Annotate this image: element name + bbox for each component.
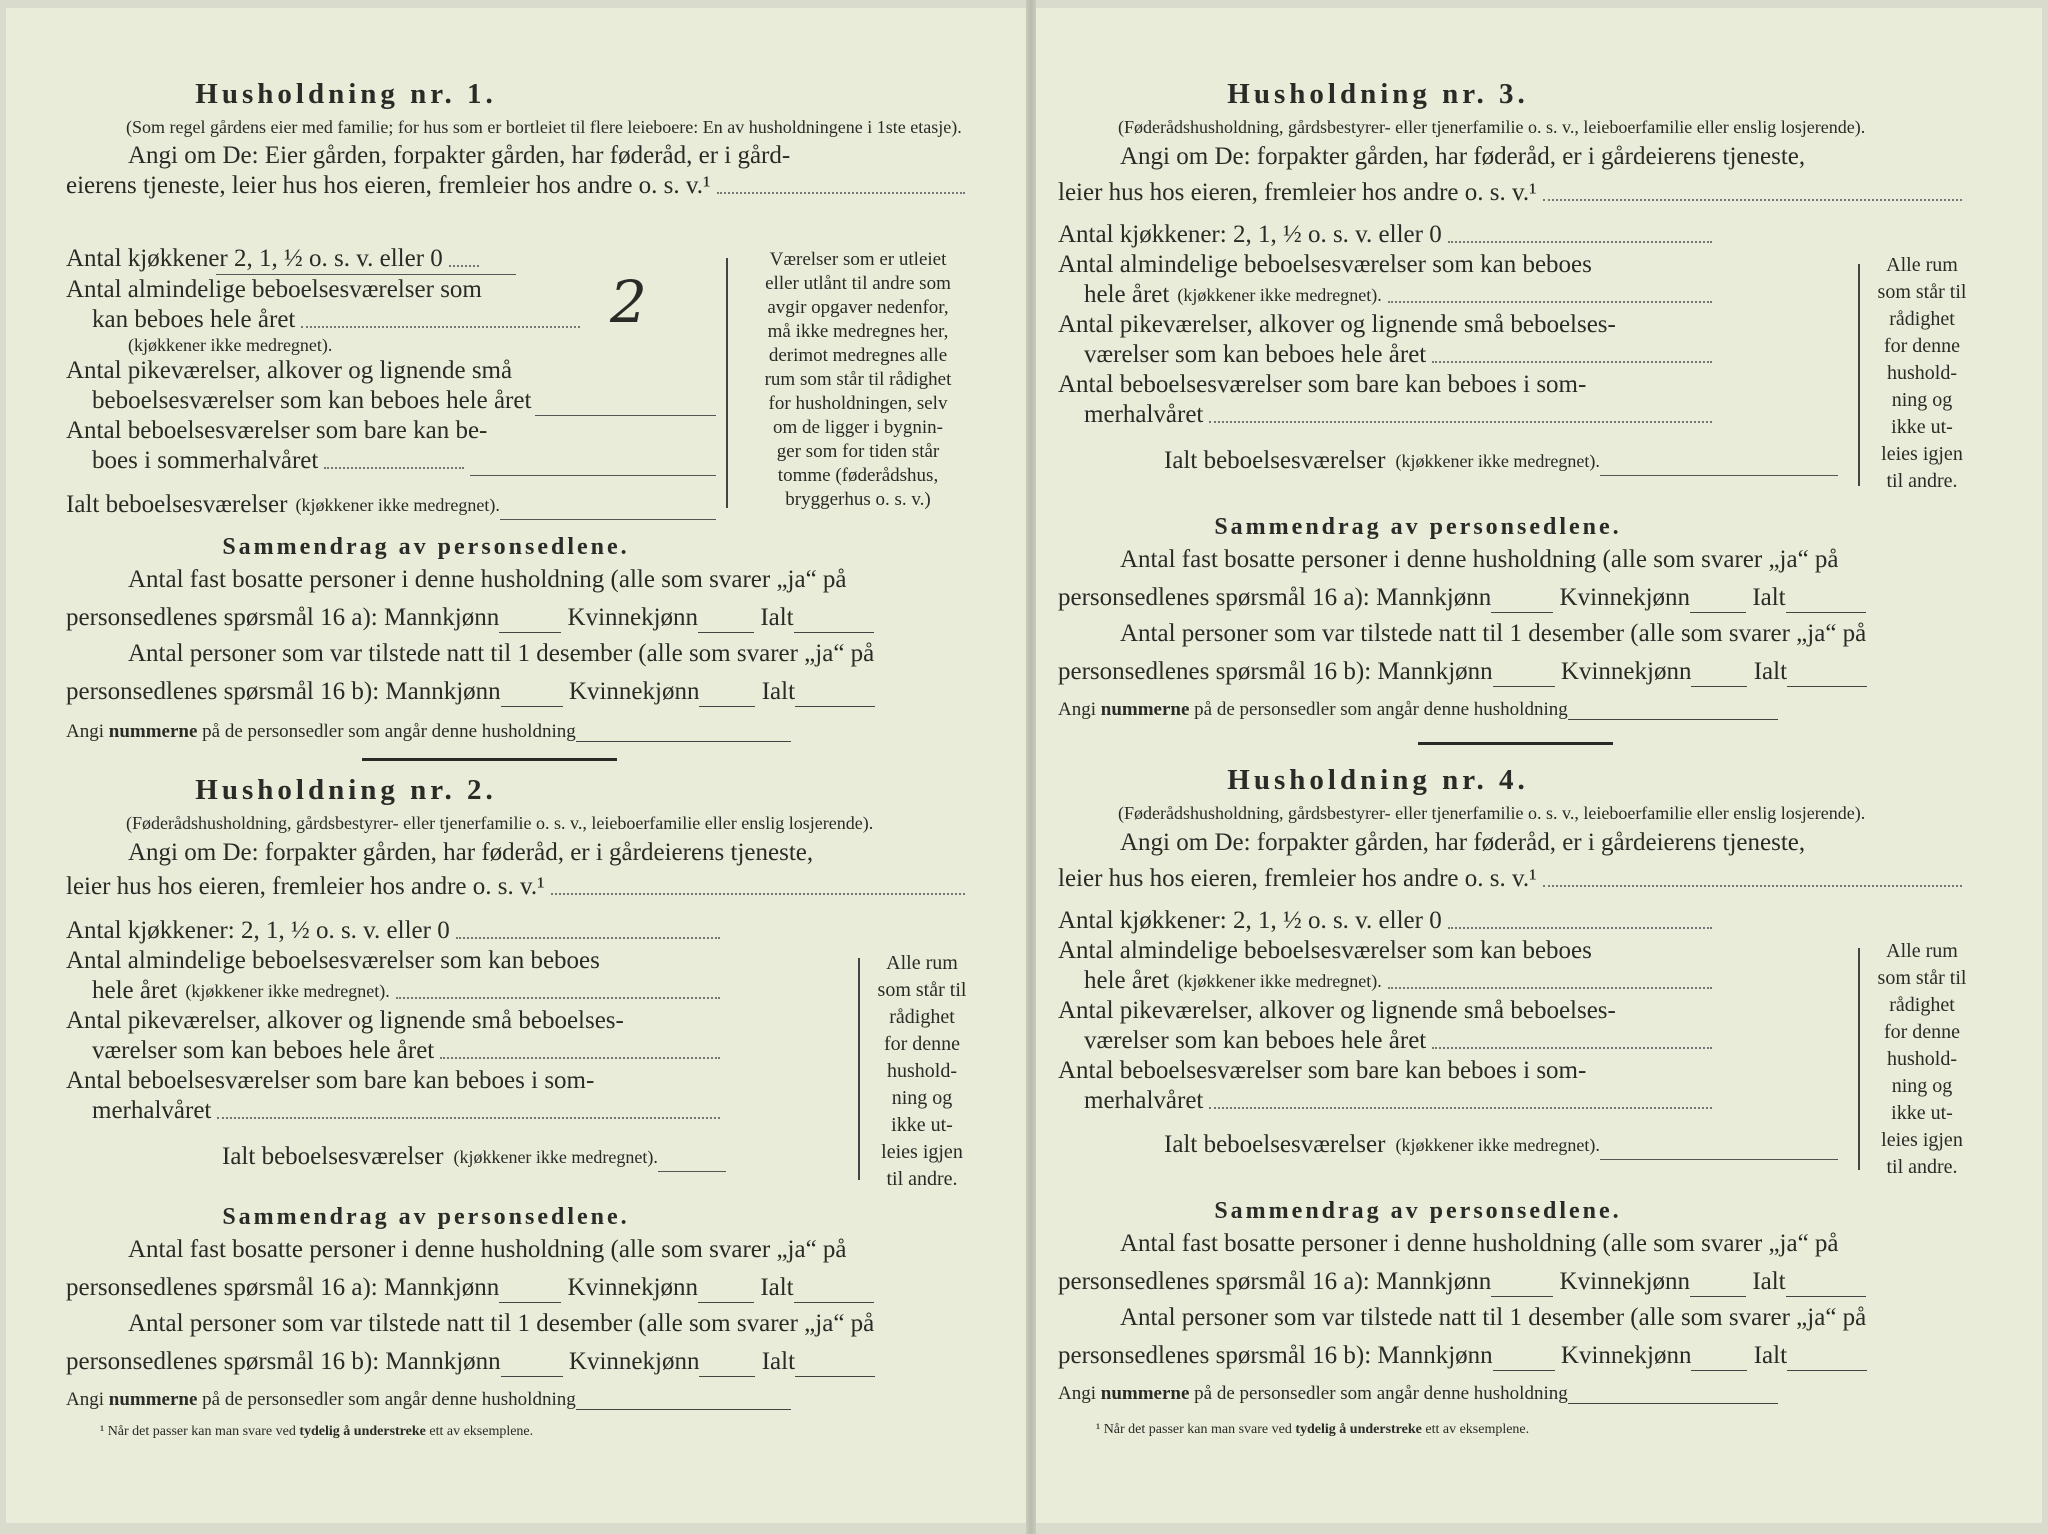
summary-fast2: personsedlenes spørsmål 16 a): Mannkjønn xyxy=(1058,584,1492,611)
household-1-pike1: Antal pikeværelser, alkover og lignende små xyxy=(66,357,513,384)
household-1-kjokken: Antal kjøkkener 2, 1, ½ o. s. v. eller 0 xyxy=(66,245,443,272)
household-4-pike1: Antal pikeværelser, alkover og lignende små beboelses- xyxy=(1058,997,1616,1024)
form-line xyxy=(1058,906,1718,936)
h3-brace-8: til andre. xyxy=(1886,470,1958,492)
h2-brace-1: som står til xyxy=(877,979,967,1001)
summary-2-tilstede1: Antal personer som var tilstede natt til 1 desember (alle som svarer „ja“ på xyxy=(128,1310,875,1337)
answer-line[interactable] xyxy=(1432,1047,1712,1049)
summary-3 xyxy=(1058,514,1978,720)
h2-brace-7: leies igjen xyxy=(881,1141,963,1163)
answer-line[interactable] xyxy=(456,937,720,939)
answer-line[interactable] xyxy=(1690,612,1746,613)
answer-line[interactable] xyxy=(1491,612,1553,613)
answer-line[interactable] xyxy=(1209,1107,1712,1109)
answer-line[interactable] xyxy=(1568,719,1778,720)
answer-line[interactable] xyxy=(324,467,464,469)
h1-brace-9: tomme (føderådshus, xyxy=(777,465,939,486)
summary-4-fast-row xyxy=(1058,1267,1978,1297)
summary-2 xyxy=(66,1204,976,1410)
footnote-bold: tydelig å understreke xyxy=(1295,1422,1422,1437)
summary-1-tilstede-row xyxy=(66,677,976,707)
separator xyxy=(362,758,617,761)
form-line xyxy=(66,446,716,476)
answer-line[interactable] xyxy=(535,415,716,416)
form-line xyxy=(66,305,586,335)
h2-brace-8: til andre. xyxy=(886,1168,958,1190)
answer-line[interactable] xyxy=(1786,1296,1866,1297)
summary-kvinne: Kvinnekjønn xyxy=(1559,584,1691,611)
answer-line[interactable] xyxy=(500,519,716,520)
summary-3-fast1: Antal fast bosatte personer i denne husholdning (alle som svarer „ja“ på xyxy=(1120,546,1839,573)
household-2-brace-note xyxy=(866,950,978,1193)
answer-line[interactable] xyxy=(396,997,720,999)
answer-line[interactable] xyxy=(717,192,965,194)
h1-brace-6: for husholdningen, selv xyxy=(768,393,948,414)
footnote-post: ett av eksemplene. xyxy=(1425,1422,1530,1437)
summary-kvinne: Kvinnekjønn xyxy=(1560,1342,1692,1369)
summary-angi_pre: Angi xyxy=(66,721,104,742)
summary-1-kvinne2: Kvinnekjønn xyxy=(568,678,700,705)
summary-angi_pre: Angi xyxy=(1058,1383,1096,1404)
summary-1-fast2: personsedlenes spørsmål 16 a): Mannkjønn xyxy=(66,604,500,631)
household-3-brace-note xyxy=(1866,252,1978,495)
summary-1-kvinne: Kvinnekjønn xyxy=(567,604,699,631)
summary-3-fast-row xyxy=(1058,583,1978,613)
household-3-alm1: Antal almindelige beboelsesværelser som kan beboes xyxy=(1058,251,1592,278)
form-line xyxy=(1058,340,1718,370)
summary-4-fast1: Antal fast bosatte personer i denne husholdning (alle som svarer „ja“ på xyxy=(1120,1230,1839,1257)
summary-2-fast-row xyxy=(66,1273,976,1303)
answer-line[interactable] xyxy=(217,1117,720,1119)
household-4-note: (Føderådshusholdning, gårdsbestyrer- eller tjenerfamilie o. s. v., leieboerfamilie eller enslig losjerende). xyxy=(1118,803,1866,823)
household-3-angi2: leier hus hos eieren, fremleier hos andre o. s. v.¹ xyxy=(1058,179,1537,206)
answer-line[interactable] xyxy=(470,475,716,476)
form-line xyxy=(66,1142,726,1172)
h1-brace-3: må ikke medregnes her, xyxy=(767,321,949,342)
h1-brace-7: om de ligger i bygnin- xyxy=(773,417,943,438)
h1-brace-8: ger som for tiden står xyxy=(776,441,940,462)
answer-line[interactable] xyxy=(501,1376,563,1377)
h3-alm2: hele året xyxy=(1084,281,1170,308)
form-line xyxy=(66,386,716,416)
household-2-pike2: værelser som kan beboes hele året xyxy=(92,1037,435,1064)
household-1-pike2: beboelsesværelser som kan beboes hele året xyxy=(92,387,532,414)
summary-angi_bold: nummerne xyxy=(1100,699,1190,720)
answer-line[interactable] xyxy=(1787,686,1867,687)
summary-angi_post: på de personsedler som angår denne husholdning xyxy=(1194,699,1568,720)
summary-tilstede2: personsedlenes spørsmål 16 b): Mannkjønn xyxy=(1058,1342,1493,1369)
h3-brace-5: ning og xyxy=(1891,389,1953,411)
h1-brace-1: eller utlånt til andre som xyxy=(765,273,951,294)
answer-line[interactable] xyxy=(1787,1370,1867,1371)
answer-line[interactable] xyxy=(1448,927,1712,929)
footnote-bold: tydelig å understreke xyxy=(299,1424,426,1439)
form-line xyxy=(1058,1130,1838,1160)
form-line xyxy=(66,1096,726,1126)
separator xyxy=(1418,742,1613,745)
footnote-left xyxy=(100,1424,533,1440)
household-1-alm3: (kjøkkener ikke medregnet). xyxy=(128,335,333,355)
answer-line[interactable] xyxy=(795,706,875,707)
h2-brace-5: ning og xyxy=(891,1087,953,1109)
answer-line[interactable] xyxy=(499,1302,561,1303)
answer-line[interactable] xyxy=(1691,1370,1747,1371)
household-2-title: Husholdning nr. 2. xyxy=(195,774,497,806)
household-1-alm2: kan beboes hele året xyxy=(92,306,296,333)
h4-pike2: værelser som kan beboes hele året xyxy=(1084,1027,1427,1054)
form-line xyxy=(66,1036,726,1066)
answer-line[interactable] xyxy=(1543,885,1962,887)
summary-ialt: Ialt xyxy=(1753,658,1788,685)
form-line xyxy=(1058,864,1968,894)
summary-ialt: Ialt xyxy=(761,1348,796,1375)
summary-kvinne: Kvinnekjønn xyxy=(1560,658,1692,685)
household-3-sommer1: Antal beboelsesværelser som bare kan beboes i som- xyxy=(1058,371,1587,398)
summary-tilstede2: personsedlenes spørsmål 16 b): Mannkjønn xyxy=(66,1348,501,1375)
household-1-sommer2: boes i sommerhalvåret xyxy=(92,447,319,474)
answer-line[interactable] xyxy=(658,1171,726,1172)
summary-angi_bold: nummerne xyxy=(1100,1383,1190,1404)
footnote-pre: ¹ Når det passer kan man svare ved xyxy=(1096,1422,1292,1437)
form-line xyxy=(1058,220,1718,250)
answer-line[interactable] xyxy=(1690,1296,1746,1297)
h4-brace-3: for denne xyxy=(1883,1021,1961,1043)
h2-brace-0: Alle rum xyxy=(886,952,958,974)
household-4 xyxy=(1058,764,1978,1160)
household-1-title: Husholdning nr. 1. xyxy=(195,78,497,110)
household-4-alm1: Antal almindelige beboelsesværelser som kan beboes xyxy=(1058,937,1592,964)
household-2-kjokken: Antal kjøkkener: 2, 1, ½ o. s. v. eller 0 xyxy=(66,917,450,944)
h2-brace-6: ikke ut- xyxy=(891,1114,953,1136)
summary-angi_post: på de personsedler som angår denne husholdning xyxy=(202,721,576,742)
household-2-alm2: hele året xyxy=(92,977,178,1004)
h3-alm3: (kjøkkener ikke medregnet). xyxy=(1177,285,1382,305)
answer-line[interactable] xyxy=(576,741,791,742)
answer-line[interactable] xyxy=(1493,1370,1555,1371)
h4-brace-1: som står til xyxy=(1877,967,1967,989)
h4-ialt: Ialt beboelsesværelser xyxy=(1164,1131,1386,1158)
summary-1-fast-row xyxy=(66,603,976,633)
summary-4-angi xyxy=(1058,1383,1978,1404)
household-2-pike1: Antal pikeværelser, alkover og lignende små beboelses- xyxy=(66,1007,624,1034)
answer-line[interactable] xyxy=(698,632,754,633)
form-line xyxy=(66,872,971,902)
summary-kvinne: Kvinnekjønn xyxy=(568,1348,700,1375)
answer-line[interactable] xyxy=(301,326,580,328)
summary-3-tilstede-row xyxy=(1058,657,1978,687)
brace-line xyxy=(1858,948,1860,1170)
answer-line[interactable] xyxy=(1600,1159,1838,1160)
summary-4-title: Sammendrag av personsedlene. xyxy=(1214,1198,1622,1224)
summary-1-ialt2: Ialt xyxy=(761,678,796,705)
answer-line[interactable] xyxy=(1388,301,1712,303)
household-3-title: Husholdning nr. 3. xyxy=(1227,78,1529,110)
summary-kvinne: Kvinnekjønn xyxy=(1559,1268,1691,1295)
household-1-ialt: Ialt beboelsesværelser xyxy=(66,491,288,518)
household-4-title: Husholdning nr. 4. xyxy=(1227,764,1529,796)
form-line xyxy=(1058,446,1838,476)
household-4-angi2: leier hus hos eieren, fremleier hos andre o. s. v.¹ xyxy=(1058,865,1537,892)
household-2-sommer2: merhalvåret xyxy=(92,1097,212,1124)
brace-line xyxy=(726,258,728,508)
summary-2-angi xyxy=(66,1389,976,1410)
summary-angi_post: på de personsedler som angår denne husholdning xyxy=(202,1389,576,1410)
household-2 xyxy=(66,774,976,1172)
answer-line[interactable] xyxy=(795,1376,875,1377)
h4-brace-6: ikke ut- xyxy=(1891,1102,1953,1124)
answer-line[interactable] xyxy=(1786,612,1866,613)
summary-1-tilstede1: Antal personer som var tilstede natt til 1 desember (alle som svarer „ja“ på xyxy=(128,640,875,667)
answer-line[interactable] xyxy=(794,1302,874,1303)
household-1-alm1: Antal almindelige beboelsesværelser som xyxy=(66,276,482,303)
form-line xyxy=(66,490,716,520)
footnote-pre: ¹ Når det passer kan man svare ved xyxy=(100,1424,296,1439)
household-2-angi2: leier hus hos eieren, fremleier hos andre o. s. v.¹ xyxy=(66,873,545,900)
summary-ialt: Ialt xyxy=(1752,1268,1786,1295)
h1-brace-2: avgir opgaver nedenfor, xyxy=(767,297,949,318)
household-2-alm1: Antal almindelige beboelsesværelser som kan beboes xyxy=(66,947,600,974)
summary-3-angi xyxy=(1058,699,1978,720)
household-1-angi-row xyxy=(66,171,971,201)
h3-brace-6: ikke ut- xyxy=(1891,416,1953,438)
summary-angi_bold: nummerne xyxy=(108,1389,198,1410)
brace-line xyxy=(858,958,860,1180)
form-line xyxy=(66,976,726,1006)
summary-1-tilstede2: personsedlenes spørsmål 16 b): Mannkjønn xyxy=(66,678,501,705)
h3-brace-4: hushold- xyxy=(1887,362,1957,384)
household-1-ialt-note: (kjøkkener ikke medregnet). xyxy=(295,495,500,515)
summary-4-tilstede1: Antal personer som var tilstede natt til 1 desember (alle som svarer „ja“ på xyxy=(1120,1304,1867,1331)
h3-brace-1: som står til xyxy=(1877,281,1967,303)
answer-line[interactable] xyxy=(1448,241,1712,243)
household-2-alm3: (kjøkkener ikke medregnet). xyxy=(185,981,390,1001)
answer-line[interactable] xyxy=(576,1409,791,1410)
summary-4-tilstede-row xyxy=(1058,1341,1978,1371)
answer-line[interactable] xyxy=(1493,686,1555,687)
summary-angi_pre: Angi xyxy=(1058,699,1096,720)
summary-1-ialt: Ialt xyxy=(760,604,794,631)
summary-ialt: Ialt xyxy=(1752,584,1786,611)
summary-2-fast1: Antal fast bosatte personer i denne husholdning (alle som svarer „ja“ på xyxy=(128,1236,847,1263)
answer-line[interactable] xyxy=(440,1057,720,1059)
summary-1-title: Sammendrag av personsedlene. xyxy=(222,534,630,560)
summary-1 xyxy=(66,534,976,742)
form-line xyxy=(1058,178,1968,208)
answer-line[interactable] xyxy=(1209,421,1712,423)
answer-line[interactable] xyxy=(499,632,561,633)
household-3-kjokken: Antal kjøkkener: 2, 1, ½ o. s. v. eller 0 xyxy=(1058,221,1442,248)
h3-brace-3: for denne xyxy=(1883,335,1961,357)
household-1 xyxy=(66,78,976,201)
h1-brace-5: rum som står til rådighet xyxy=(764,369,952,390)
household-2-angi1: Angi om De: forpakter gården, har føderåd, er i gårdeierens tjeneste, xyxy=(128,839,814,866)
summary-3-title: Sammendrag av personsedlene. xyxy=(1214,514,1622,540)
form-line xyxy=(66,916,726,946)
household-2-ialt-note: (kjøkkener ikke medregnet). xyxy=(453,1147,658,1167)
summary-1-fast1: Antal fast bosatte personer i denne husholdning (alle som svarer „ja“ på xyxy=(128,566,847,593)
summary-ialt: Ialt xyxy=(760,1274,794,1301)
summary-fast2: personsedlenes spørsmål 16 a): Mannkjønn xyxy=(66,1274,500,1301)
h4-brace-2: rådighet xyxy=(1889,994,1955,1016)
h4-brace-4: hushold- xyxy=(1887,1048,1957,1070)
form-line xyxy=(1058,1086,1718,1116)
summary-fast2: personsedlenes spørsmål 16 a): Mannkjønn xyxy=(1058,1268,1492,1295)
summary-ialt: Ialt xyxy=(1753,1342,1788,1369)
h2-brace-3: for denne xyxy=(883,1033,961,1055)
answer-line[interactable] xyxy=(501,706,563,707)
h4-ialt_note: (kjøkkener ikke medregnet). xyxy=(1395,1135,1600,1155)
answer-line[interactable] xyxy=(551,893,965,895)
summary-kvinne: Kvinnekjønn xyxy=(567,1274,699,1301)
summary-angi_bold: nummerne xyxy=(108,721,198,742)
summary-2-tilstede-row xyxy=(66,1347,976,1377)
household-4-sommer1: Antal beboelsesværelser som bare kan beboes i som- xyxy=(1058,1057,1587,1084)
answer-line[interactable] xyxy=(1432,361,1712,363)
h3-sommer2: merhalvåret xyxy=(1084,401,1204,428)
footnote-post: ett av eksemplene. xyxy=(429,1424,534,1439)
footnote-right xyxy=(1096,1422,1529,1438)
handwritten-value: 2 xyxy=(610,268,647,336)
summary-tilstede2: personsedlenes spørsmål 16 b): Mannkjønn xyxy=(1058,658,1493,685)
h4-brace-0: Alle rum xyxy=(1886,940,1958,962)
answer-line[interactable] xyxy=(699,706,755,707)
household-1-brace-note xyxy=(738,248,978,512)
h1-brace-4: derimot medregnes alle xyxy=(768,345,948,366)
h2-brace-4: hushold- xyxy=(887,1060,957,1082)
answer-line[interactable] xyxy=(449,265,479,267)
h4-brace-8: til andre. xyxy=(1886,1156,1958,1178)
h4-sommer2: merhalvåret xyxy=(1084,1087,1204,1114)
household-1-sommer1: Antal beboelsesværelser som bare kan be- xyxy=(66,417,488,444)
form-line xyxy=(1058,1026,1718,1056)
answer-line[interactable] xyxy=(1543,199,1962,201)
h1-brace-0: Værelser som er utleiet xyxy=(769,249,947,270)
h3-ialt_note: (kjøkkener ikke medregnet). xyxy=(1395,451,1600,471)
h1-brace-10: bryggerhus o. s. v.) xyxy=(785,489,931,510)
household-4-kjokken: Antal kjøkkener: 2, 1, ½ o. s. v. eller 0 xyxy=(1058,907,1442,934)
household-1-angi-line2: eierens tjeneste, leier hus hos eieren, fremleier hos andre o. s. v.¹ xyxy=(66,172,711,199)
answer-line[interactable] xyxy=(1691,686,1747,687)
answer-line[interactable] xyxy=(1568,1403,1778,1404)
h3-brace-2: rådighet xyxy=(1889,308,1955,330)
answer-line[interactable] xyxy=(698,1302,754,1303)
summary-4 xyxy=(1058,1198,1978,1404)
household-1-angi-line1: Angi om De: Eier gården, forpakter gården, har føderåd, er i gård- xyxy=(128,142,791,169)
household-4-brace-note xyxy=(1866,938,1978,1181)
summary-1-angi xyxy=(66,721,976,742)
summary-2-title: Sammendrag av personsedlene. xyxy=(222,1204,630,1230)
page-fold xyxy=(1026,0,1036,1534)
h4-alm2: hele året xyxy=(1084,967,1170,994)
answer-line[interactable] xyxy=(1491,1296,1553,1297)
summary-angi_pre: Angi xyxy=(66,1389,104,1410)
household-1-kjokken-row xyxy=(66,244,586,274)
household-2-note: (Føderådshusholdning, gårdsbestyrer- eller tjenerfamilie o. s. v., leieboerfamilie eller enslig losjerende). xyxy=(126,813,874,833)
answer-line[interactable] xyxy=(1600,475,1838,476)
form-line xyxy=(1058,400,1718,430)
summary-angi_post: på de personsedler som angår denne husholdning xyxy=(1194,1383,1568,1404)
h2-brace-2: rådighet xyxy=(889,1006,955,1028)
h3-ialt: Ialt beboelsesværelser xyxy=(1164,447,1386,474)
answer-line[interactable] xyxy=(1388,987,1712,989)
answer-line[interactable] xyxy=(699,1376,755,1377)
household-3-note: (Føderådshusholdning, gårdsbestyrer- eller tjenerfamilie o. s. v., leieboerfamilie eller enslig losjerende). xyxy=(1118,117,1866,137)
household-3 xyxy=(1058,78,1978,476)
household-4-angi1: Angi om De: forpakter gården, har føderåd, er i gårdeierens tjeneste, xyxy=(1120,829,1806,856)
h3-brace-0: Alle rum xyxy=(1886,254,1958,276)
h4-brace-7: leies igjen xyxy=(1881,1129,1963,1151)
answer-line[interactable] xyxy=(794,632,874,633)
household-1-note: (Som regel gårdens eier med familie; for hus som er bortleiet til flere leieboere: En av husholdningene i 1ste etasje). xyxy=(126,117,962,137)
form-line xyxy=(1058,280,1718,310)
h3-brace-7: leies igjen xyxy=(1881,443,1963,465)
household-3-pike1: Antal pikeværelser, alkover og lignende små beboelses- xyxy=(1058,311,1616,338)
brace-line xyxy=(1858,264,1860,486)
household-2-ialt: Ialt beboelsesværelser xyxy=(222,1143,444,1170)
summary-3-tilstede1: Antal personer som var tilstede natt til 1 desember (alle som svarer „ja“ på xyxy=(1120,620,1867,647)
household-2-sommer1: Antal beboelsesværelser som bare kan beboes i som- xyxy=(66,1067,595,1094)
household-3-angi1: Angi om De: forpakter gården, har føderåd, er i gårdeierens tjeneste, xyxy=(1120,143,1806,170)
h4-alm3: (kjøkkener ikke medregnet). xyxy=(1177,971,1382,991)
h3-pike2: værelser som kan beboes hele året xyxy=(1084,341,1427,368)
h4-brace-5: ning og xyxy=(1891,1075,1953,1097)
form-line xyxy=(1058,966,1718,996)
